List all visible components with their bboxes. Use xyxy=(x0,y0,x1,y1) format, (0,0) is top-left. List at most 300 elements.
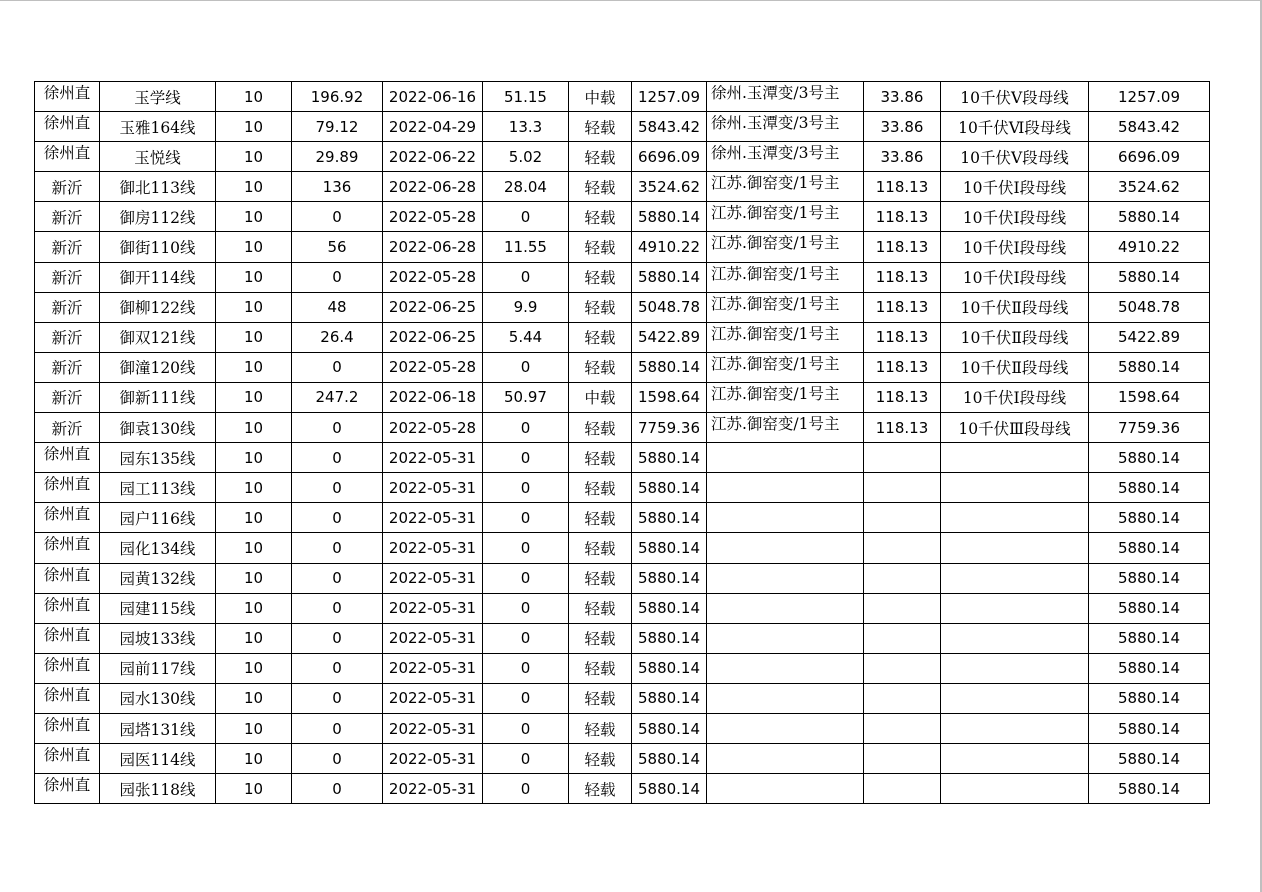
capacity-cell: 5422.89 xyxy=(632,322,707,352)
transformer-load-cell xyxy=(864,533,941,563)
load-rate-cell: 0 xyxy=(483,774,569,804)
line-name-cell: 玉悦线 xyxy=(100,142,216,172)
load-rate-cell: 50.97 xyxy=(483,382,569,412)
table-row xyxy=(35,713,1210,743)
load-status-cell: 轻载 xyxy=(569,202,632,232)
line-name-cell: 御柳122线 xyxy=(100,292,216,322)
load-rate-cell: 0 xyxy=(483,563,569,593)
voltage-cell: 10 xyxy=(216,533,292,563)
load-current-cell: 247.2 xyxy=(292,382,383,412)
transformer-cell: 江苏.御窑变/1号主 xyxy=(707,382,864,412)
load-status-cell: 轻载 xyxy=(569,744,632,774)
date-cell: 2022-05-31 xyxy=(383,623,483,653)
busbar-cell: 10千伏Ⅱ段母线 xyxy=(941,322,1089,352)
line-name-cell: 园化134线 xyxy=(100,533,216,563)
available-capacity-cell: 7759.36 xyxy=(1089,413,1210,443)
line-name-cell: 御开114线 xyxy=(100,262,216,292)
capacity-cell: 5880.14 xyxy=(632,593,707,623)
capacity-cell: 5880.14 xyxy=(632,533,707,563)
date-cell: 2022-05-31 xyxy=(383,473,483,503)
busbar-cell: 10千伏Ⅵ段母线 xyxy=(941,112,1089,142)
line-name-cell: 园黄132线 xyxy=(100,563,216,593)
load-status-cell: 轻载 xyxy=(569,443,632,473)
load-rate-cell: 51.15 xyxy=(483,82,569,112)
load-rate-cell: 11.55 xyxy=(483,232,569,262)
transformer-load-cell: 33.86 xyxy=(864,142,941,172)
load-current-cell: 0 xyxy=(292,744,383,774)
table-row xyxy=(35,292,1210,322)
load-status-cell: 轻载 xyxy=(569,503,632,533)
transformer-cell xyxy=(707,473,864,503)
region-cell: 徐州直 xyxy=(35,653,100,683)
region-cell: 徐州直 xyxy=(35,142,100,172)
transformer-load-cell: 118.13 xyxy=(864,292,941,322)
table-row xyxy=(35,172,1210,202)
load-status-cell: 轻载 xyxy=(569,172,632,202)
load-rate-cell: 0 xyxy=(483,653,569,683)
load-rate-cell: 0 xyxy=(483,262,569,292)
region-cell: 新沂 xyxy=(35,352,100,382)
region-cell: 新沂 xyxy=(35,292,100,322)
transformer-load-cell: 118.13 xyxy=(864,352,941,382)
line-name-cell: 园户116线 xyxy=(100,503,216,533)
load-rate-cell: 0 xyxy=(483,593,569,623)
busbar-cell: 10千伏Ⅰ段母线 xyxy=(941,202,1089,232)
load-current-cell: 0 xyxy=(292,623,383,653)
capacity-cell: 5880.14 xyxy=(632,713,707,743)
load-rate-cell: 0 xyxy=(483,623,569,653)
voltage-cell: 10 xyxy=(216,473,292,503)
load-status-cell: 轻载 xyxy=(569,413,632,443)
transformer-cell: 江苏.御窑变/1号主 xyxy=(707,413,864,443)
load-status-cell: 轻载 xyxy=(569,774,632,804)
region-cell: 徐州直 xyxy=(35,563,100,593)
voltage-cell: 10 xyxy=(216,653,292,683)
table-row xyxy=(35,413,1210,443)
transformer-load-cell: 33.86 xyxy=(864,82,941,112)
load-current-cell: 0 xyxy=(292,352,383,382)
load-rate-cell: 0 xyxy=(483,503,569,533)
date-cell: 2022-05-31 xyxy=(383,774,483,804)
capacity-cell: 6696.09 xyxy=(632,142,707,172)
available-capacity-cell: 5880.14 xyxy=(1089,473,1210,503)
voltage-cell: 10 xyxy=(216,262,292,292)
date-cell: 2022-05-28 xyxy=(383,413,483,443)
table-row xyxy=(35,262,1210,292)
load-status-cell: 中载 xyxy=(569,82,632,112)
load-current-cell: 196.92 xyxy=(292,82,383,112)
voltage-cell: 10 xyxy=(216,202,292,232)
voltage-cell: 10 xyxy=(216,683,292,713)
load-rate-cell: 5.44 xyxy=(483,322,569,352)
region-cell: 徐州直 xyxy=(35,473,100,503)
load-status-cell: 轻载 xyxy=(569,593,632,623)
transformer-load-cell: 118.13 xyxy=(864,262,941,292)
busbar-cell: 10千伏Ⅰ段母线 xyxy=(941,232,1089,262)
line-name-cell: 御袁130线 xyxy=(100,413,216,443)
load-rate-cell: 0 xyxy=(483,713,569,743)
available-capacity-cell: 5880.14 xyxy=(1089,593,1210,623)
capacity-cell: 5843.42 xyxy=(632,112,707,142)
region-cell: 新沂 xyxy=(35,262,100,292)
region-cell: 徐州直 xyxy=(35,503,100,533)
date-cell: 2022-05-31 xyxy=(383,443,483,473)
region-cell: 徐州直 xyxy=(35,112,100,142)
transformer-cell xyxy=(707,774,864,804)
line-name-cell: 玉雅164线 xyxy=(100,112,216,142)
date-cell: 2022-06-28 xyxy=(383,232,483,262)
region-cell: 新沂 xyxy=(35,202,100,232)
line-name-cell: 御街110线 xyxy=(100,232,216,262)
transformer-load-cell: 118.13 xyxy=(864,413,941,443)
load-rate-cell: 0 xyxy=(483,533,569,563)
table-row xyxy=(35,593,1210,623)
transformer-cell xyxy=(707,623,864,653)
available-capacity-cell: 5048.78 xyxy=(1089,292,1210,322)
busbar-cell xyxy=(941,443,1089,473)
table-row xyxy=(35,443,1210,473)
line-name-cell: 御双121线 xyxy=(100,322,216,352)
transformer-cell: 江苏.御窑变/1号主 xyxy=(707,172,864,202)
load-status-cell: 轻载 xyxy=(569,653,632,683)
load-status-cell: 轻载 xyxy=(569,533,632,563)
busbar-cell: 10千伏Ⅰ段母线 xyxy=(941,382,1089,412)
table-row xyxy=(35,82,1210,112)
load-current-cell: 0 xyxy=(292,473,383,503)
region-cell: 徐州直 xyxy=(35,744,100,774)
capacity-cell: 1257.09 xyxy=(632,82,707,112)
transformer-cell: 江苏.御窑变/1号主 xyxy=(707,292,864,322)
table-body xyxy=(35,82,1210,804)
capacity-cell: 5880.14 xyxy=(632,503,707,533)
capacity-cell: 5880.14 xyxy=(632,473,707,503)
voltage-cell: 10 xyxy=(216,82,292,112)
transformer-load-cell xyxy=(864,593,941,623)
capacity-cell: 5880.14 xyxy=(632,352,707,382)
busbar-cell xyxy=(941,774,1089,804)
busbar-cell: 10千伏Ⅲ段母线 xyxy=(941,413,1089,443)
capacity-cell: 5880.14 xyxy=(632,744,707,774)
available-capacity-cell: 5880.14 xyxy=(1089,503,1210,533)
transformer-load-cell xyxy=(864,503,941,533)
table-row xyxy=(35,473,1210,503)
region-cell: 新沂 xyxy=(35,413,100,443)
transformer-load-cell: 118.13 xyxy=(864,382,941,412)
transformer-load-cell: 118.13 xyxy=(864,232,941,262)
region-cell: 徐州直 xyxy=(35,623,100,653)
transformer-load-cell xyxy=(864,683,941,713)
available-capacity-cell: 5880.14 xyxy=(1089,262,1210,292)
region-cell: 徐州直 xyxy=(35,683,100,713)
date-cell: 2022-05-31 xyxy=(383,593,483,623)
voltage-cell: 10 xyxy=(216,744,292,774)
load-current-cell: 0 xyxy=(292,563,383,593)
transformer-load-cell: 118.13 xyxy=(864,172,941,202)
region-cell: 徐州直 xyxy=(35,774,100,804)
page-top-edge xyxy=(0,0,1262,1)
date-cell: 2022-05-31 xyxy=(383,653,483,683)
load-current-cell: 0 xyxy=(292,262,383,292)
available-capacity-cell: 5880.14 xyxy=(1089,563,1210,593)
date-cell: 2022-06-16 xyxy=(383,82,483,112)
transformer-cell xyxy=(707,593,864,623)
load-status-cell: 轻载 xyxy=(569,262,632,292)
transformer-cell: 江苏.御窑变/1号主 xyxy=(707,262,864,292)
busbar-cell: 10千伏Ⅱ段母线 xyxy=(941,352,1089,382)
transformer-cell: 徐州.玉潭变/3号主 xyxy=(707,112,864,142)
load-status-cell: 轻载 xyxy=(569,322,632,352)
table-row xyxy=(35,202,1210,232)
load-current-cell: 0 xyxy=(292,683,383,713)
table-row xyxy=(35,382,1210,412)
busbar-cell xyxy=(941,473,1089,503)
transformer-load-cell xyxy=(864,563,941,593)
load-current-cell: 0 xyxy=(292,413,383,443)
voltage-cell: 10 xyxy=(216,322,292,352)
busbar-cell xyxy=(941,623,1089,653)
busbar-cell: 10千伏Ⅱ段母线 xyxy=(941,292,1089,322)
capacity-cell: 4910.22 xyxy=(632,232,707,262)
load-status-cell: 中载 xyxy=(569,382,632,412)
load-current-cell: 136 xyxy=(292,172,383,202)
date-cell: 2022-05-31 xyxy=(383,683,483,713)
date-cell: 2022-06-22 xyxy=(383,142,483,172)
date-cell: 2022-06-25 xyxy=(383,322,483,352)
transformer-load-cell xyxy=(864,744,941,774)
load-status-cell: 轻载 xyxy=(569,563,632,593)
load-current-cell: 56 xyxy=(292,232,383,262)
load-current-cell: 0 xyxy=(292,443,383,473)
load-status-cell: 轻载 xyxy=(569,683,632,713)
transformer-load-cell xyxy=(864,443,941,473)
busbar-cell: 10千伏Ⅰ段母线 xyxy=(941,262,1089,292)
table-row xyxy=(35,653,1210,683)
date-cell: 2022-06-25 xyxy=(383,292,483,322)
table-row xyxy=(35,533,1210,563)
table-row xyxy=(35,232,1210,262)
capacity-cell: 1598.64 xyxy=(632,382,707,412)
line-name-cell: 御北113线 xyxy=(100,172,216,202)
table-row xyxy=(35,683,1210,713)
table-row xyxy=(35,322,1210,352)
transformer-load-cell xyxy=(864,653,941,683)
load-rate-cell: 0 xyxy=(483,473,569,503)
transformer-load-cell: 118.13 xyxy=(864,202,941,232)
region-cell: 新沂 xyxy=(35,322,100,352)
region-cell: 徐州直 xyxy=(35,82,100,112)
capacity-cell: 5880.14 xyxy=(632,774,707,804)
line-name-cell: 玉学线 xyxy=(100,82,216,112)
transformer-load-cell xyxy=(864,713,941,743)
voltage-cell: 10 xyxy=(216,623,292,653)
region-cell: 新沂 xyxy=(35,382,100,412)
load-current-cell: 0 xyxy=(292,533,383,563)
region-cell: 徐州直 xyxy=(35,533,100,563)
voltage-cell: 10 xyxy=(216,112,292,142)
load-status-cell: 轻载 xyxy=(569,713,632,743)
date-cell: 2022-05-31 xyxy=(383,533,483,563)
date-cell: 2022-05-31 xyxy=(383,563,483,593)
voltage-cell: 10 xyxy=(216,593,292,623)
table-row xyxy=(35,744,1210,774)
load-status-cell: 轻载 xyxy=(569,623,632,653)
region-cell: 新沂 xyxy=(35,232,100,262)
load-current-cell: 0 xyxy=(292,593,383,623)
voltage-cell: 10 xyxy=(216,503,292,533)
available-capacity-cell: 5880.14 xyxy=(1089,774,1210,804)
date-cell: 2022-04-29 xyxy=(383,112,483,142)
transformer-cell xyxy=(707,744,864,774)
date-cell: 2022-05-31 xyxy=(383,503,483,533)
available-capacity-cell: 5880.14 xyxy=(1089,744,1210,774)
load-rate-cell: 28.04 xyxy=(483,172,569,202)
load-current-cell: 29.89 xyxy=(292,142,383,172)
voltage-cell: 10 xyxy=(216,172,292,202)
busbar-cell xyxy=(941,653,1089,683)
load-status-cell: 轻载 xyxy=(569,473,632,503)
voltage-cell: 10 xyxy=(216,382,292,412)
available-capacity-cell: 5422.89 xyxy=(1089,322,1210,352)
table-row xyxy=(35,774,1210,804)
table-row xyxy=(35,142,1210,172)
load-current-cell: 48 xyxy=(292,292,383,322)
line-name-cell: 园塔131线 xyxy=(100,713,216,743)
load-current-cell: 0 xyxy=(292,774,383,804)
load-status-cell: 轻载 xyxy=(569,142,632,172)
capacity-cell: 5880.14 xyxy=(632,262,707,292)
load-current-cell: 26.4 xyxy=(292,322,383,352)
capacity-cell: 5880.14 xyxy=(632,683,707,713)
load-rate-cell: 5.02 xyxy=(483,142,569,172)
transformer-cell: 江苏.御窑变/1号主 xyxy=(707,322,864,352)
capacity-cell: 5880.14 xyxy=(632,623,707,653)
capacity-cell: 5880.14 xyxy=(632,653,707,683)
available-capacity-cell: 5880.14 xyxy=(1089,623,1210,653)
capacity-cell: 5880.14 xyxy=(632,443,707,473)
load-rate-cell: 0 xyxy=(483,352,569,382)
busbar-cell xyxy=(941,593,1089,623)
transformer-load-cell: 33.86 xyxy=(864,112,941,142)
transformer-cell xyxy=(707,533,864,563)
available-capacity-cell: 5880.14 xyxy=(1089,713,1210,743)
table-row xyxy=(35,112,1210,142)
busbar-cell xyxy=(941,503,1089,533)
date-cell: 2022-05-31 xyxy=(383,744,483,774)
transformer-cell xyxy=(707,503,864,533)
busbar-cell: 10千伏Ⅴ段母线 xyxy=(941,142,1089,172)
line-name-cell: 园东135线 xyxy=(100,443,216,473)
capacity-cell: 7759.36 xyxy=(632,413,707,443)
transformer-cell xyxy=(707,563,864,593)
busbar-cell: 10千伏Ⅴ段母线 xyxy=(941,82,1089,112)
available-capacity-cell: 5843.42 xyxy=(1089,112,1210,142)
capacity-cell: 3524.62 xyxy=(632,172,707,202)
load-rate-cell: 0 xyxy=(483,683,569,713)
voltage-cell: 10 xyxy=(216,292,292,322)
load-status-cell: 轻载 xyxy=(569,112,632,142)
available-capacity-cell: 5880.14 xyxy=(1089,653,1210,683)
voltage-cell: 10 xyxy=(216,443,292,473)
transformer-load-cell xyxy=(864,473,941,503)
load-current-cell: 79.12 xyxy=(292,112,383,142)
voltage-cell: 10 xyxy=(216,563,292,593)
capacity-cell: 5048.78 xyxy=(632,292,707,322)
voltage-cell: 10 xyxy=(216,142,292,172)
busbar-cell xyxy=(941,713,1089,743)
line-name-cell: 御潼120线 xyxy=(100,352,216,382)
date-cell: 2022-06-28 xyxy=(383,172,483,202)
available-capacity-cell: 4910.22 xyxy=(1089,232,1210,262)
load-rate-cell: 0 xyxy=(483,443,569,473)
line-name-cell: 园坡133线 xyxy=(100,623,216,653)
load-status-cell: 轻载 xyxy=(569,292,632,322)
transformer-cell: 徐州.玉潭变/3号主 xyxy=(707,82,864,112)
region-cell: 新沂 xyxy=(35,172,100,202)
busbar-cell xyxy=(941,533,1089,563)
available-capacity-cell: 5880.14 xyxy=(1089,443,1210,473)
load-rate-cell: 0 xyxy=(483,202,569,232)
table-row xyxy=(35,352,1210,382)
date-cell: 2022-05-28 xyxy=(383,352,483,382)
available-capacity-cell: 1257.09 xyxy=(1089,82,1210,112)
transformer-load-cell xyxy=(864,774,941,804)
transformer-cell xyxy=(707,443,864,473)
available-capacity-cell: 5880.14 xyxy=(1089,352,1210,382)
table-row xyxy=(35,623,1210,653)
busbar-cell xyxy=(941,563,1089,593)
transformer-cell: 徐州.玉潭变/3号主 xyxy=(707,142,864,172)
available-capacity-cell: 1598.64 xyxy=(1089,382,1210,412)
available-capacity-cell: 5880.14 xyxy=(1089,683,1210,713)
voltage-cell: 10 xyxy=(216,352,292,382)
table-row xyxy=(35,503,1210,533)
load-status-cell: 轻载 xyxy=(569,232,632,262)
line-name-cell: 园前117线 xyxy=(100,653,216,683)
region-cell: 徐州直 xyxy=(35,713,100,743)
feeder-load-table xyxy=(34,81,1210,804)
capacity-cell: 5880.14 xyxy=(632,563,707,593)
busbar-cell: 10千伏Ⅰ段母线 xyxy=(941,172,1089,202)
transformer-cell xyxy=(707,683,864,713)
available-capacity-cell: 5880.14 xyxy=(1089,533,1210,563)
region-cell: 徐州直 xyxy=(35,593,100,623)
transformer-cell: 江苏.御窑变/1号主 xyxy=(707,352,864,382)
transformer-cell: 江苏.御窑变/1号主 xyxy=(707,232,864,262)
line-name-cell: 御房112线 xyxy=(100,202,216,232)
line-name-cell: 园水130线 xyxy=(100,683,216,713)
load-current-cell: 0 xyxy=(292,503,383,533)
transformer-load-cell: 118.13 xyxy=(864,322,941,352)
busbar-cell xyxy=(941,683,1089,713)
available-capacity-cell: 5880.14 xyxy=(1089,202,1210,232)
transformer-cell: 江苏.御窑变/1号主 xyxy=(707,202,864,232)
line-name-cell: 园医114线 xyxy=(100,744,216,774)
date-cell: 2022-05-28 xyxy=(383,202,483,232)
transformer-cell xyxy=(707,653,864,683)
voltage-cell: 10 xyxy=(216,713,292,743)
line-name-cell: 园张118线 xyxy=(100,774,216,804)
table-row xyxy=(35,563,1210,593)
date-cell: 2022-05-31 xyxy=(383,713,483,743)
capacity-cell: 5880.14 xyxy=(632,202,707,232)
region-cell: 徐州直 xyxy=(35,443,100,473)
voltage-cell: 10 xyxy=(216,413,292,443)
load-rate-cell: 0 xyxy=(483,413,569,443)
available-capacity-cell: 6696.09 xyxy=(1089,142,1210,172)
line-name-cell: 园建115线 xyxy=(100,593,216,623)
load-current-cell: 0 xyxy=(292,713,383,743)
load-current-cell: 0 xyxy=(292,202,383,232)
